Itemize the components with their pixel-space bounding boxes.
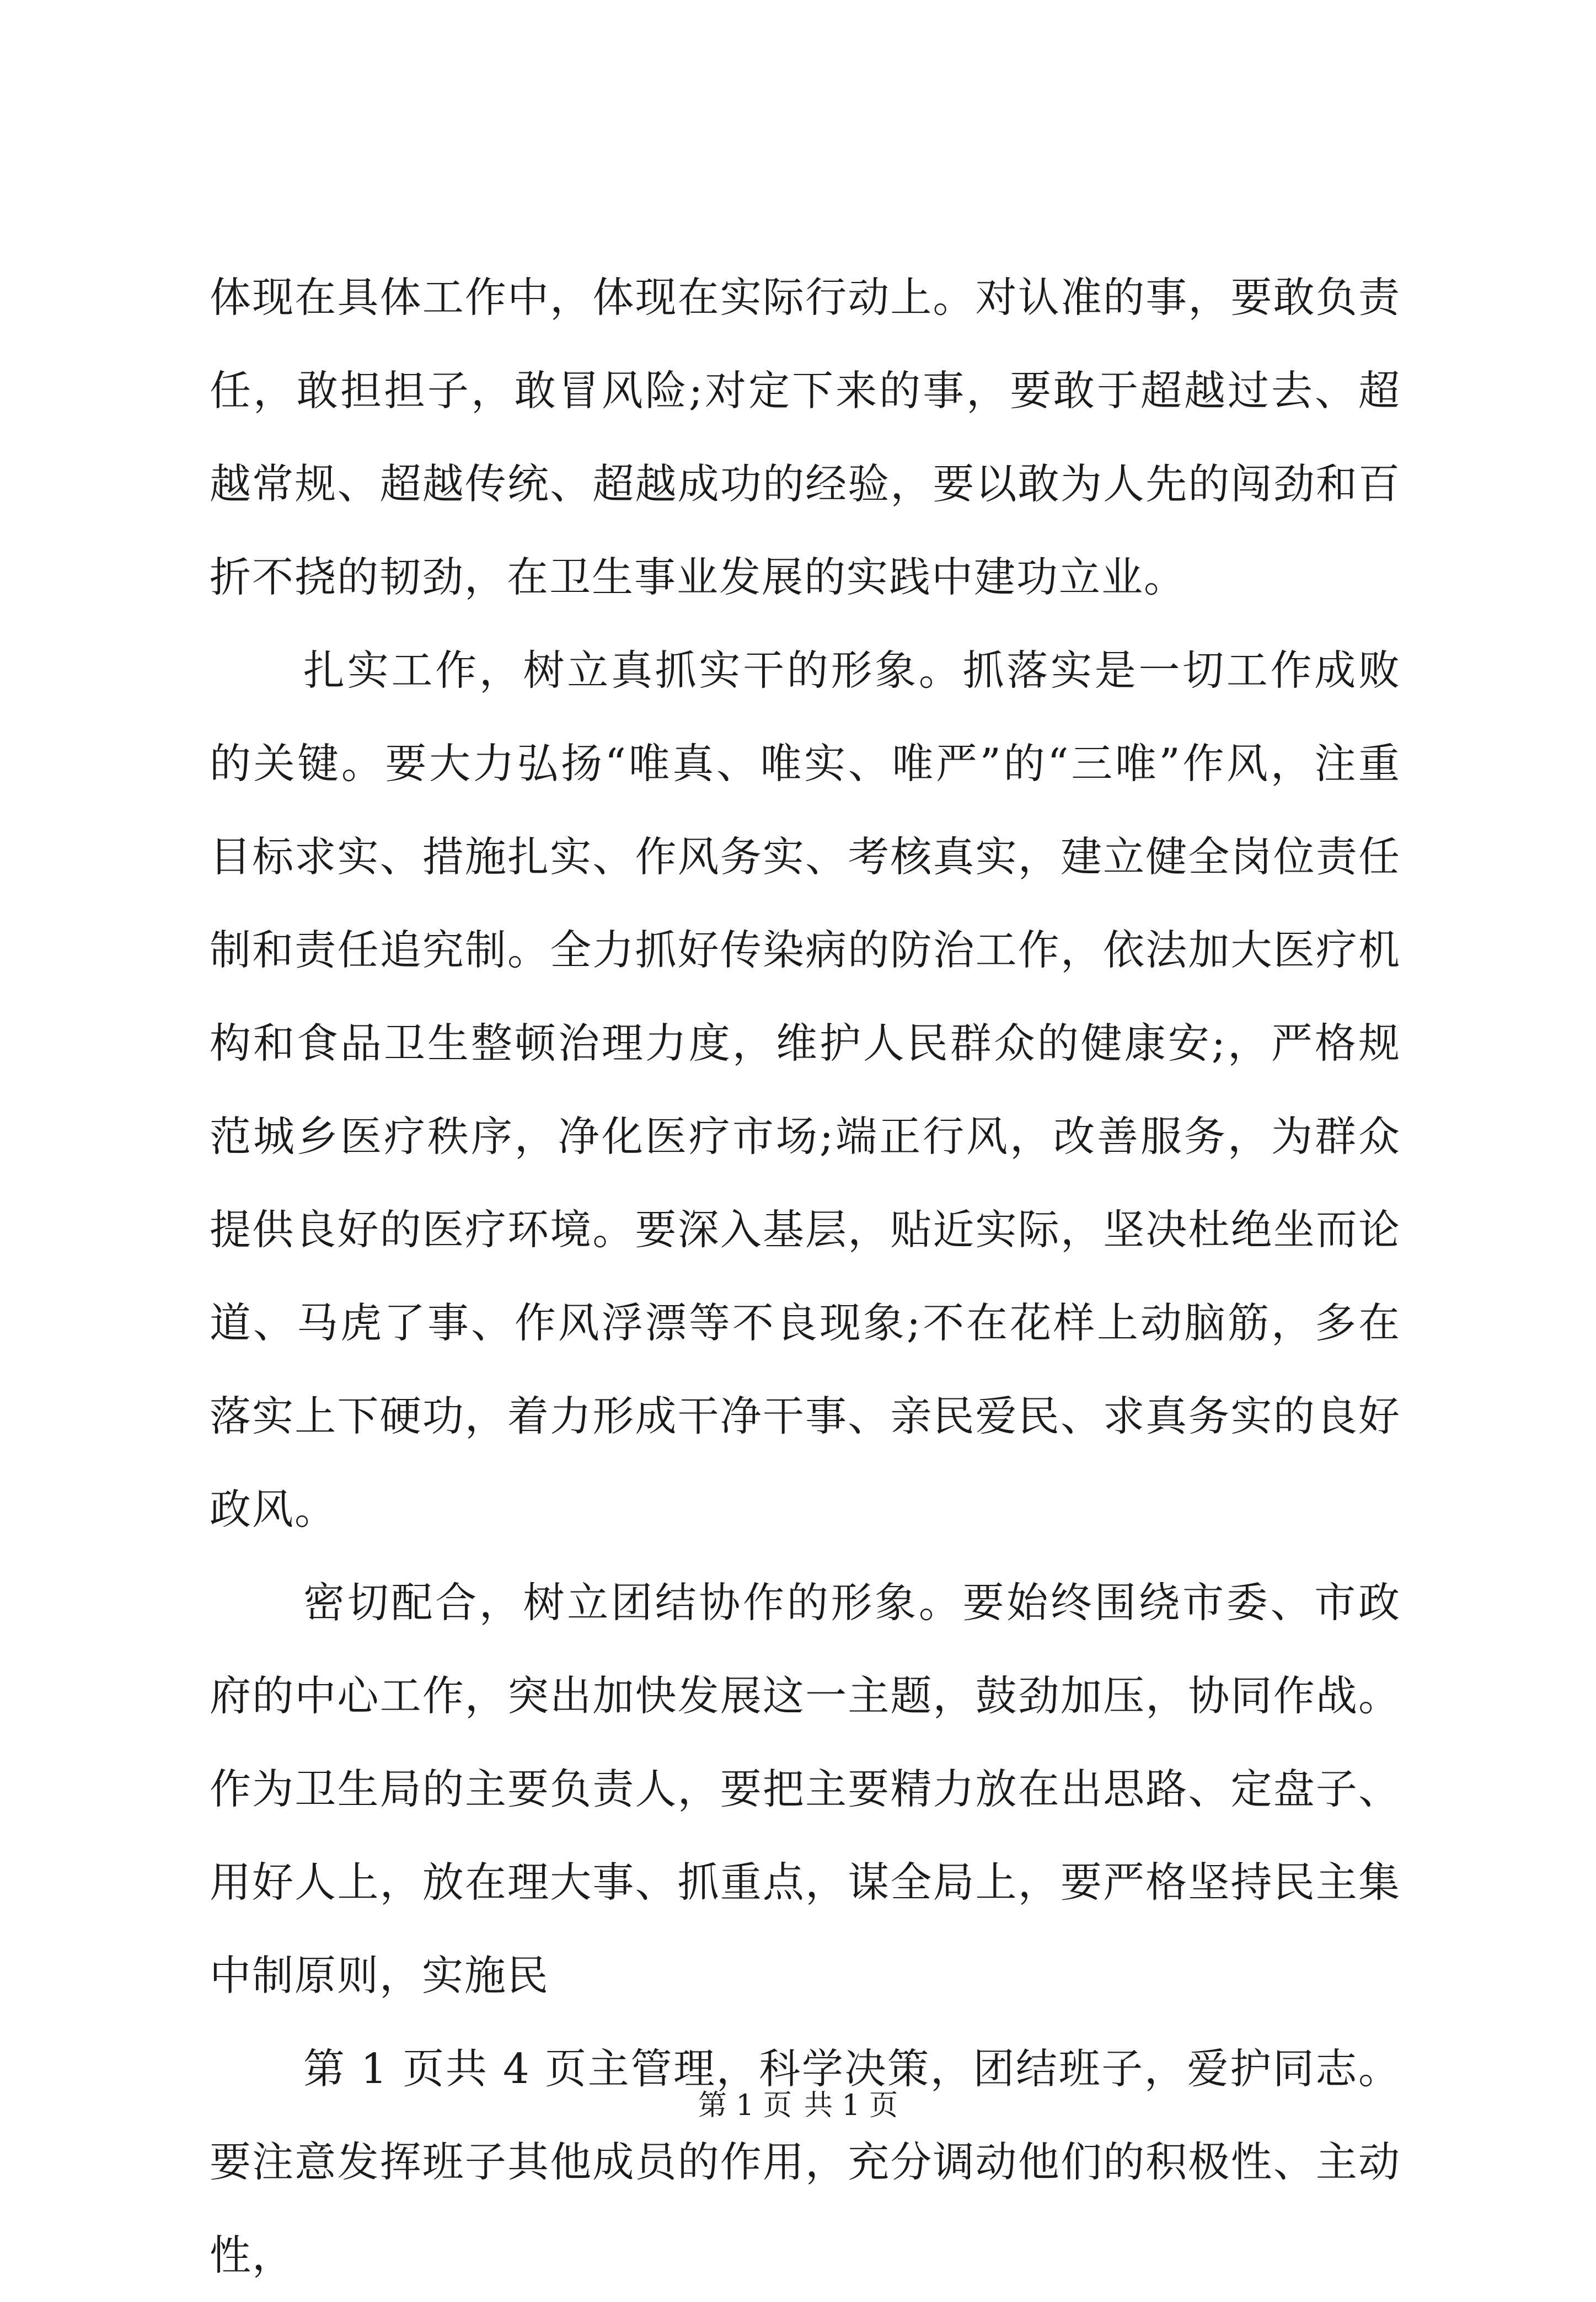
paragraph-solid-work: 扎实工作，树立真抓实干的形象。抓落实是一切工作成败的关键。要大力弘扬“唯真、唯实、唯严”的“三唯”作风，注重目标求实、措施扎实、作风务实、考核真实，建立健全岗位责任制和责任追究制。全力抓好传染病的防治工作，依法加大医疗机构和食品卫生整顿治理力度，维护人民群众的健康安;，严格规范城乡医疗秩序，净化医疗市场;端正行风，改善服务，为群众提供良好的医疗环境。要深入基层，贴近实际，坚决杜绝坐而论道、马虎了事、作风浮漂等不良现象;不在花样上动脑筋，多在落实上下硬功，着力形成干净干事、亲民爱民、求真务实的良好政风。 [210,646,1401,1534]
page-total: 共 1 页 [804,2089,898,2122]
paragraph-management: 第 1 页共 4 页主管理，科学决策，团结班子，爱护同志。要注意发挥班子其他成员的作用，充分调动他们的积极性、主动性， [210,2044,1401,2279]
paragraph-continuation: 体现在具体工作中，体现在实际行动上。对认准的事，要敢负责任，敢担担子，敢冒风险;对定下来的事，要敢于超越过去、超越常规、超越传统、超越成功的经验，要以敢为人先的闯劲和百折不挠的韧劲，在卫生事业发展的实践中建功立业。 [210,273,1401,601]
page-footer [0,2086,1596,2125]
document-body [210,251,1401,2302]
paragraph-cooperation: 密切配合，树立团结协作的形象。要始终围绕市委、市政府的中心工作，突出加快发展这一主题，鼓劲加压，协同作战。作为卫生局的主要负责人，要把主要精力放在出思路、定盘子、用好人上，放在理大事、抓重点，谋全局上，要严格坚持民主集中制原则，实施民 [210,1578,1401,2000]
page-number: 第 1 页 [698,2089,792,2122]
